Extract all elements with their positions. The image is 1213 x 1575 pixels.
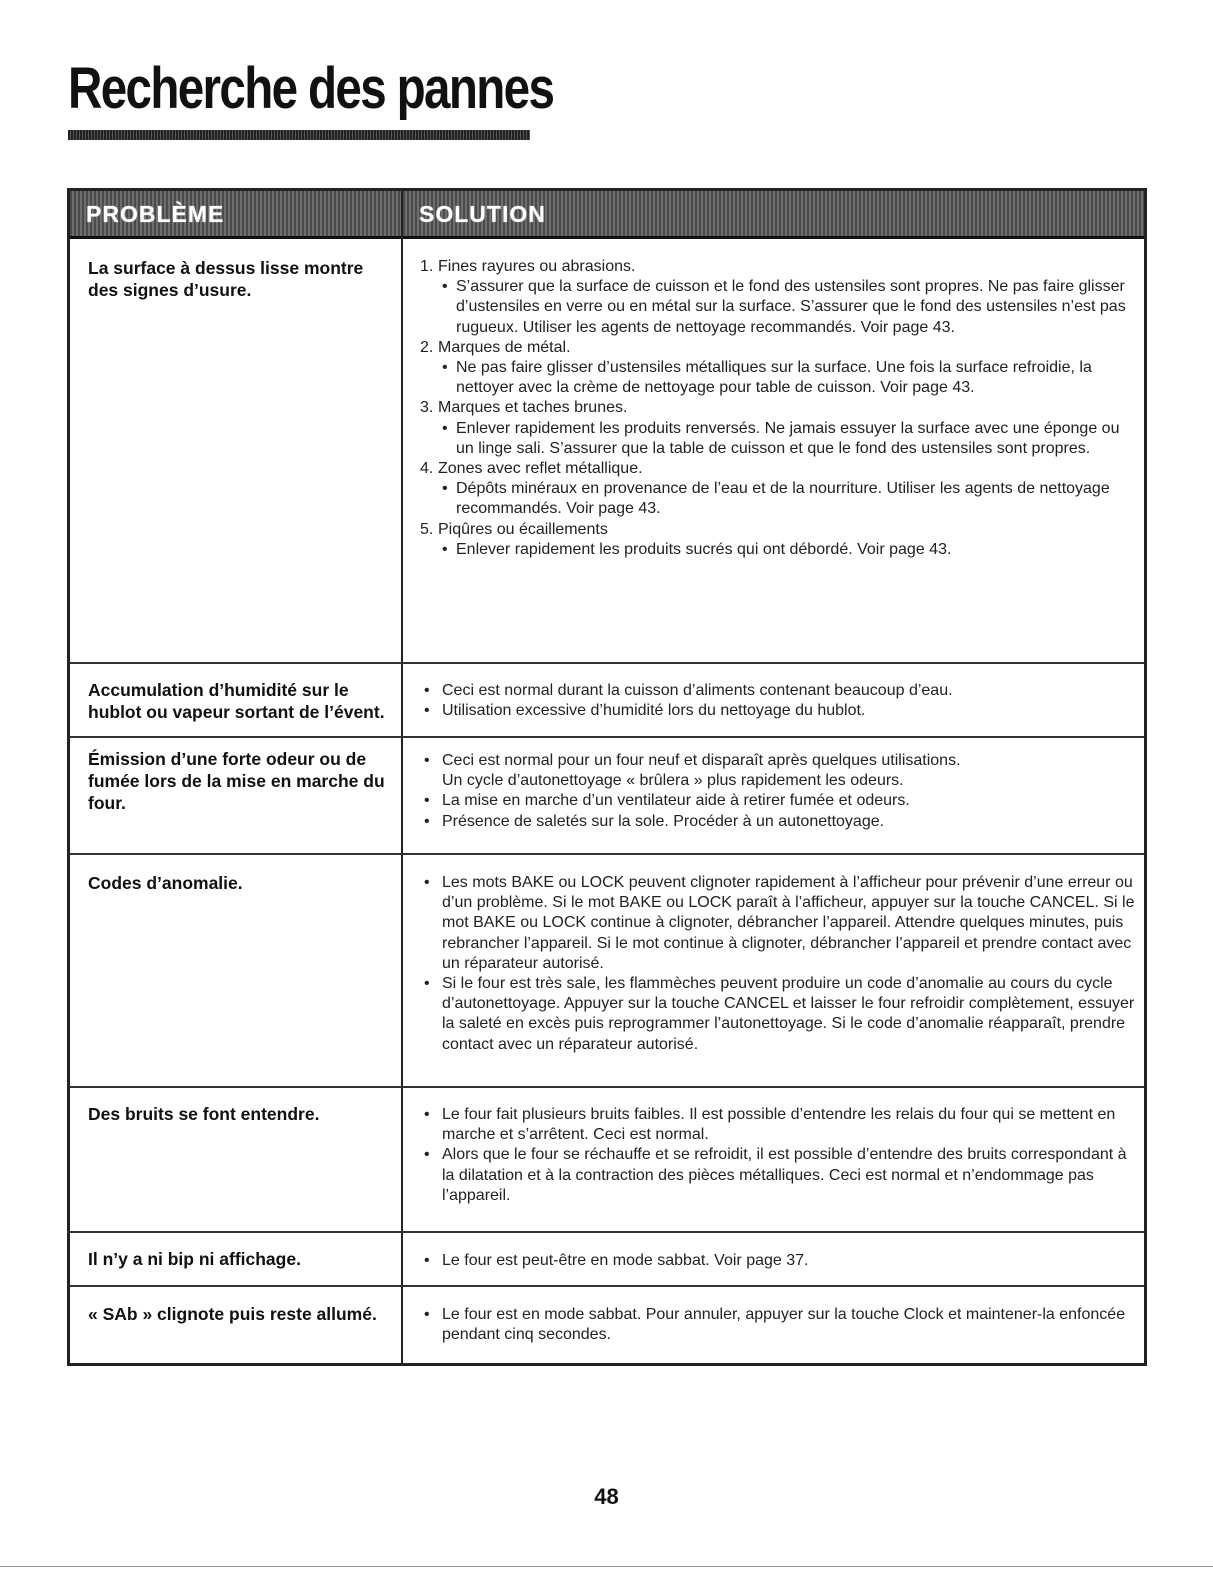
row-separator	[70, 853, 1144, 855]
page-title: Recherche des pannes	[68, 56, 554, 121]
troubleshooting-table	[67, 188, 1147, 1366]
solution-header-label: SOLUTION	[419, 201, 546, 227]
problem-header-label: PROBLÈME	[86, 201, 225, 227]
solution-item: 4. Zones avec reflet métallique.	[420, 460, 643, 478]
problem-cell: Accumulation d’humidité sur le hublot ou vapeur sortant de l’évent.	[88, 680, 385, 722]
problem-column-header	[70, 191, 401, 239]
solution-cell	[420, 1105, 1135, 1206]
solution-item: 2. Marques de métal.	[420, 338, 571, 356]
page-number: 48	[594, 1484, 619, 1509]
solution-subitem: • Enlever rapidement les produits renversés. Ne jamais essuyer la surface avec une éponge ou un linge sali. S’assurer que la table de cuisson et que le fond des ustensiles sont propres.	[420, 419, 1135, 459]
row-separator	[70, 1086, 1144, 1088]
solution-bullet: • Ceci est normal pour un four neuf et disparaît après quelques utilisations.	[420, 751, 1135, 771]
solution-bullet: • Ceci est normal durant la cuisson d’aliments contenant beaucoup d’eau.	[420, 681, 1135, 701]
solution-item: 5. Piqûres ou écaillements	[420, 520, 608, 538]
title-underline	[68, 130, 530, 140]
row-separator	[70, 736, 1144, 738]
problem-cell: Il n’y a ni bip ni affichage.	[88, 1249, 301, 1269]
solution-bullet: • Présence de saletés sur la sole. Procéder à un autonettoyage.	[420, 812, 1135, 832]
solution-subitem: • Enlever rapidement les produits sucrés qui ont débordé. Voir page 43.	[420, 540, 1135, 560]
solution-bullet: • La mise en marche d’un ventilateur aide à retirer fumée et odeurs.	[420, 791, 1135, 811]
problem-cell: Des bruits se font entendre.	[88, 1104, 320, 1124]
bottom-rule	[0, 1566, 1213, 1567]
solution-bullet: • Le four fait plusieurs bruits faibles. Il est possible d’entendre les relais du four qui se mettent en marche et s’arrêtent. Ceci est normal.	[420, 1105, 1135, 1145]
row-separator	[70, 662, 1144, 664]
solution-cell	[420, 681, 1135, 721]
row-separator	[70, 1285, 1144, 1287]
problem-cell: Codes d’anomalie.	[88, 873, 243, 893]
solution-bullet: • Alors que le four se réchauffe et se refroidit, il est possible d’entendre des bruits correspondant à la dilatation et à la contraction des pièces métalliques. Ceci est normal et n’endommage pas l’appareil.	[420, 1145, 1135, 1206]
problem-cell: « SAb » clignote puis reste allumé.	[88, 1304, 377, 1324]
solution-bullet: • Si le four est très sale, les flammèches peuvent produire un code d’anomalie au cours du cycle d’autonettoyage. Appuyer sur la touche CANCEL et laisser le four refroidir complètement, essuyer la saleté en excès puis reprogrammer l’autonettoyage. Si le code d’anomalie réapparaît, prendre contact avec un réparateur autorisé.	[420, 974, 1135, 1055]
solution-cell	[420, 1305, 1135, 1345]
solution-subitem: • Dépôts minéraux en provenance de l’eau et de la nourriture. Utiliser les agents de nettoyage recommandés. Voir page 43.	[420, 479, 1135, 519]
solution-cell	[420, 257, 1135, 560]
solution-subitem: • S’assurer que la surface de cuisson et le fond des ustensiles sont propres. Ne pas faire glisser d’ustensiles en verre ou en métal sur la surface. S’assurer que le fond des ustensiles n’est pas rugueux. Utiliser les agents de nettoyage recommandés. Voir page 43.	[420, 277, 1135, 338]
solution-item: 1. Fines rayures ou abrasions.	[420, 258, 636, 275]
solution-cell	[420, 751, 1135, 832]
solution-item: 3. Marques et taches brunes.	[420, 399, 628, 417]
row-separator	[70, 1231, 1144, 1233]
solution-cell	[420, 873, 1135, 1055]
solution-bullet: • Le four est peut-être en mode sabbat. Voir page 37.	[420, 1251, 1135, 1271]
solution-column-header	[403, 191, 1144, 239]
problem-cell: Émission d’une forte odeur ou de fumée lors de la mise en marche du four.	[88, 749, 385, 813]
solution-cell	[420, 1251, 1135, 1271]
solution-subitem: • Ne pas faire glisser d’ustensiles métalliques sur la surface. Une fois la surface refroidie, la nettoyer avec la crème de nettoyage pour table de cuisson. Voir page 43.	[420, 358, 1135, 398]
problem-cell: La surface à dessus lisse montre des signes d’usure.	[88, 258, 364, 300]
column-divider	[401, 191, 403, 1363]
solution-bullet: • Les mots BAKE ou LOCK peuvent clignoter rapidement à l’afficheur pour prévenir d’une erreur ou d’un problème. Si le mot BAKE ou LOCK paraît à l’afficheur, appuyer sur la touche CANCEL. Si le mot BAKE ou LOCK continue à clignoter, débrancher l’appareil. Attendre quelques minutes, puis rebrancher l’appareil. Si le mot continue à clignoter, débrancher l’appareil et prendre contact avec un réparateur autorisé.	[420, 873, 1135, 974]
solution-continuation: Un cycle d’autonettoyage « brûlera » plus rapidement les odeurs.	[442, 772, 904, 790]
solution-bullet: • Utilisation excessive d’humidité lors du nettoyage du hublot.	[420, 701, 1135, 721]
solution-bullet: • Le four est en mode sabbat. Pour annuler, appuyer sur la touche Clock et maintener-la enfoncée pendant cinq secondes.	[420, 1305, 1135, 1345]
